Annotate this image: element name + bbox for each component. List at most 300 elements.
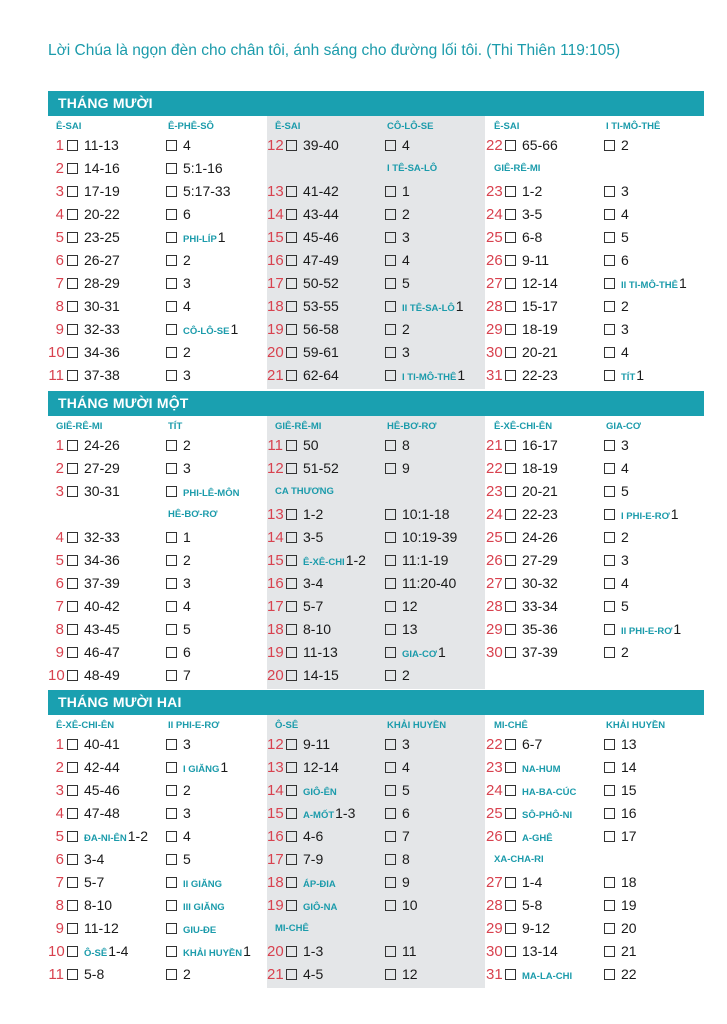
reading-entry xyxy=(385,733,485,756)
checkbox[interactable] xyxy=(166,232,177,243)
checkbox[interactable] xyxy=(604,463,615,474)
checkbox[interactable] xyxy=(604,969,615,980)
checkbox[interactable] xyxy=(604,532,615,543)
checkbox[interactable] xyxy=(505,370,516,381)
checkbox[interactable] xyxy=(286,463,297,474)
chapter-range: 3 xyxy=(621,552,629,568)
reading-entry xyxy=(267,618,379,641)
checkbox[interactable] xyxy=(385,969,396,980)
checkbox[interactable] xyxy=(505,440,516,451)
reading-entry xyxy=(166,272,266,295)
checkbox[interactable] xyxy=(286,255,297,266)
reading-entry xyxy=(267,318,379,341)
chapter-range: 11:1-19 xyxy=(402,552,449,568)
day-number: 9 xyxy=(55,321,64,338)
checkbox[interactable] xyxy=(166,739,177,750)
checkbox[interactable] xyxy=(505,624,516,635)
checkbox[interactable] xyxy=(505,946,516,957)
checkbox[interactable] xyxy=(604,739,615,750)
reading-entry xyxy=(385,802,485,825)
chapter-range: 4 xyxy=(621,575,629,591)
checkbox[interactable] xyxy=(505,278,516,289)
checkbox[interactable] xyxy=(604,900,615,911)
checkbox[interactable] xyxy=(67,877,78,888)
checkbox[interactable] xyxy=(604,370,615,381)
checkbox[interactable] xyxy=(67,670,78,681)
chapter-range: 1-3 xyxy=(303,943,324,959)
checkbox[interactable] xyxy=(385,324,396,335)
reading-entry xyxy=(604,434,704,457)
chapter-range: 24-26 xyxy=(84,437,120,453)
checkbox[interactable] xyxy=(166,624,177,635)
checkbox[interactable] xyxy=(67,370,78,381)
checkbox[interactable] xyxy=(286,578,297,589)
checkbox[interactable] xyxy=(385,370,396,381)
checkbox[interactable] xyxy=(505,578,516,589)
checkbox[interactable] xyxy=(67,347,78,358)
chapter-range: 5 xyxy=(183,621,191,637)
checkbox[interactable] xyxy=(166,186,177,197)
checkbox[interactable] xyxy=(604,301,615,312)
checkbox[interactable] xyxy=(166,900,177,911)
reading-entry xyxy=(267,848,379,871)
checkbox[interactable] xyxy=(67,209,78,220)
checkbox[interactable] xyxy=(604,186,615,197)
checkbox[interactable] xyxy=(604,140,615,151)
checkbox[interactable] xyxy=(67,578,78,589)
reading-entry xyxy=(385,779,485,802)
checkbox[interactable] xyxy=(67,232,78,243)
checkbox[interactable] xyxy=(166,486,177,497)
checkbox[interactable] xyxy=(166,347,177,358)
checkbox[interactable] xyxy=(385,647,396,658)
checkbox[interactable] xyxy=(166,647,177,658)
day-number: 20 xyxy=(267,667,284,684)
reading-entry xyxy=(166,457,266,480)
chapter-range: 1 xyxy=(230,321,239,337)
checkbox[interactable] xyxy=(286,555,297,566)
checkbox[interactable] xyxy=(67,140,78,151)
checkbox[interactable] xyxy=(67,555,78,566)
checkbox[interactable] xyxy=(604,808,615,819)
reading-entry xyxy=(385,180,485,203)
reading-entry xyxy=(48,203,160,226)
chapter-range: 12-14 xyxy=(522,275,558,291)
checkbox[interactable] xyxy=(505,969,516,980)
checkbox[interactable] xyxy=(166,578,177,589)
checkbox[interactable] xyxy=(286,324,297,335)
reading-entry xyxy=(486,341,598,364)
day-number: 10 xyxy=(48,667,65,684)
checkbox[interactable] xyxy=(505,877,516,888)
checkbox[interactable] xyxy=(385,209,396,220)
reading-entry xyxy=(385,226,485,249)
checkbox[interactable] xyxy=(67,601,78,612)
checkbox[interactable] xyxy=(67,946,78,957)
day-number: 9 xyxy=(55,644,64,661)
reading-entry xyxy=(486,503,598,526)
reading-entry xyxy=(385,549,485,572)
checkbox[interactable] xyxy=(67,163,78,174)
reading-entry xyxy=(486,180,598,203)
checkbox[interactable] xyxy=(385,463,396,474)
checkbox[interactable] xyxy=(166,555,177,566)
checkbox[interactable] xyxy=(505,785,516,796)
checkbox[interactable] xyxy=(385,900,396,911)
checkbox[interactable] xyxy=(505,831,516,842)
checkbox[interactable] xyxy=(505,232,516,243)
checkbox[interactable] xyxy=(385,278,396,289)
checkbox[interactable] xyxy=(286,785,297,796)
chapter-range: 1 xyxy=(243,943,251,959)
checkbox[interactable] xyxy=(286,532,297,543)
checkbox[interactable] xyxy=(385,854,396,865)
checkbox[interactable] xyxy=(604,877,615,888)
chapter-range: 1 xyxy=(457,367,466,383)
chapter-range: 4 xyxy=(621,344,629,360)
chapter-range: 5 xyxy=(621,598,629,614)
checkbox[interactable] xyxy=(67,301,78,312)
reading-entry xyxy=(166,641,266,664)
checkbox[interactable] xyxy=(286,601,297,612)
checkbox[interactable] xyxy=(604,278,615,289)
reading-entry xyxy=(604,595,704,618)
checkbox[interactable] xyxy=(67,440,78,451)
reading-entry xyxy=(604,549,704,572)
chapter-range: 2 xyxy=(402,206,410,222)
chapter-range: 1-4 xyxy=(522,874,543,890)
checkbox[interactable] xyxy=(67,762,78,773)
checkbox[interactable] xyxy=(286,140,297,151)
day-number: 13 xyxy=(267,183,284,200)
checkbox[interactable] xyxy=(385,624,396,635)
reading-entry xyxy=(267,134,379,157)
checkbox[interactable] xyxy=(505,140,516,151)
checkbox[interactable] xyxy=(604,232,615,243)
chapter-range: 35-36 xyxy=(522,621,558,637)
checkbox[interactable] xyxy=(166,969,177,980)
checkbox[interactable] xyxy=(166,324,177,335)
checkbox[interactable] xyxy=(166,877,177,888)
chapter-range: 3 xyxy=(621,183,629,199)
checkbox[interactable] xyxy=(166,301,177,312)
chapter-range: 20-21 xyxy=(522,483,558,499)
chapter-range: 26-27 xyxy=(84,252,120,268)
day-number: 6 xyxy=(55,252,64,269)
checkbox[interactable] xyxy=(385,186,396,197)
checkbox[interactable] xyxy=(604,486,615,497)
chapter-range: 19 xyxy=(621,897,637,913)
book-heading: Ê-SAI xyxy=(56,121,82,132)
checkbox[interactable] xyxy=(166,140,177,151)
checkbox[interactable] xyxy=(286,209,297,220)
checkbox[interactable] xyxy=(286,877,297,888)
chapter-range: 1 xyxy=(438,644,446,660)
checkbox[interactable] xyxy=(385,670,396,681)
book-name: III GIĂNG xyxy=(183,902,225,913)
checkbox[interactable] xyxy=(604,255,615,266)
day-number: 8 xyxy=(55,897,64,914)
day-number: 29 xyxy=(486,321,503,338)
checkbox[interactable] xyxy=(166,670,177,681)
checkbox[interactable] xyxy=(604,785,615,796)
checkbox[interactable] xyxy=(166,532,177,543)
chapter-range: 42-44 xyxy=(84,759,120,775)
checkbox[interactable] xyxy=(505,601,516,612)
reading-entry xyxy=(486,595,598,618)
chapter-range: 34-36 xyxy=(84,344,120,360)
reading-entry xyxy=(48,272,160,295)
reading-entry xyxy=(48,756,160,779)
checkbox[interactable] xyxy=(604,509,615,520)
checkbox[interactable] xyxy=(385,347,396,358)
checkbox[interactable] xyxy=(67,969,78,980)
checkbox[interactable] xyxy=(385,762,396,773)
day-number: 6 xyxy=(55,575,64,592)
checkbox[interactable] xyxy=(286,854,297,865)
checkbox[interactable] xyxy=(604,762,615,773)
chapter-range: 20 xyxy=(621,920,637,936)
book-heading: HÊ-BƠ-RƠ xyxy=(168,509,218,520)
checkbox[interactable] xyxy=(505,186,516,197)
checkbox[interactable] xyxy=(67,278,78,289)
checkbox[interactable] xyxy=(67,854,78,865)
day-number: 11 xyxy=(48,966,64,983)
checkbox[interactable] xyxy=(505,347,516,358)
checkbox[interactable] xyxy=(505,532,516,543)
reading-entry xyxy=(604,802,704,825)
checkbox[interactable] xyxy=(505,923,516,934)
checkbox[interactable] xyxy=(166,808,177,819)
book-heading: KHẢI HUYỀN xyxy=(387,720,447,731)
checkbox[interactable] xyxy=(286,301,297,312)
reading-entry xyxy=(166,203,266,226)
checkbox[interactable] xyxy=(166,278,177,289)
book-heading: Ô-SÊ xyxy=(275,720,299,731)
checkbox[interactable] xyxy=(286,347,297,358)
reading-entry xyxy=(48,295,160,318)
checkbox[interactable] xyxy=(166,255,177,266)
checkbox[interactable] xyxy=(166,163,177,174)
reading-entry xyxy=(166,480,266,503)
reading-column xyxy=(267,116,485,389)
chapter-range: 18-19 xyxy=(522,321,558,337)
reading-entry xyxy=(486,480,598,503)
checkbox[interactable] xyxy=(385,140,396,151)
checkbox[interactable] xyxy=(286,232,297,243)
day-number: 31 xyxy=(486,367,503,384)
day-number: 10 xyxy=(48,943,65,960)
checkbox[interactable] xyxy=(166,209,177,220)
checkbox[interactable] xyxy=(166,440,177,451)
checkbox[interactable] xyxy=(67,831,78,842)
checkbox[interactable] xyxy=(505,509,516,520)
checkbox[interactable] xyxy=(385,946,396,957)
checkbox[interactable] xyxy=(286,670,297,681)
day-number: 31 xyxy=(486,966,503,983)
checkbox[interactable] xyxy=(166,601,177,612)
checkbox[interactable] xyxy=(286,808,297,819)
checkbox[interactable] xyxy=(385,877,396,888)
reading-entry xyxy=(486,226,598,249)
checkbox[interactable] xyxy=(385,739,396,750)
checkbox[interactable] xyxy=(604,555,615,566)
checkbox[interactable] xyxy=(286,278,297,289)
reading-entry xyxy=(267,802,379,825)
checkbox[interactable] xyxy=(67,900,78,911)
checkbox[interactable] xyxy=(505,900,516,911)
reading-entry xyxy=(486,457,598,480)
reading-entry xyxy=(48,595,160,618)
day-number: 2 xyxy=(55,460,64,477)
checkbox[interactable] xyxy=(604,923,615,934)
checkbox[interactable] xyxy=(286,762,297,773)
checkbox[interactable] xyxy=(505,324,516,335)
checkbox[interactable] xyxy=(286,900,297,911)
checkbox[interactable] xyxy=(67,647,78,658)
chapter-range: 16-17 xyxy=(522,437,558,453)
chapter-range: 62-64 xyxy=(303,367,339,383)
checkbox[interactable] xyxy=(505,739,516,750)
book-name: II TI-MÔ-THÊ xyxy=(621,280,678,291)
checkbox[interactable] xyxy=(604,601,615,612)
checkbox[interactable] xyxy=(505,301,516,312)
checkbox[interactable] xyxy=(286,624,297,635)
checkbox[interactable] xyxy=(604,647,615,658)
reading-entry xyxy=(267,457,379,480)
checkbox[interactable] xyxy=(67,808,78,819)
chapter-range: 6 xyxy=(402,805,410,821)
checkbox[interactable] xyxy=(166,370,177,381)
checkbox[interactable] xyxy=(166,463,177,474)
checkbox[interactable] xyxy=(67,186,78,197)
checkbox[interactable] xyxy=(385,255,396,266)
checkbox[interactable] xyxy=(385,785,396,796)
checkbox[interactable] xyxy=(385,232,396,243)
checkbox[interactable] xyxy=(166,762,177,773)
checkbox[interactable] xyxy=(286,509,297,520)
checkbox[interactable] xyxy=(67,324,78,335)
checkbox[interactable] xyxy=(505,647,516,658)
chapter-range: 37-39 xyxy=(522,644,558,660)
checkbox[interactable] xyxy=(604,578,615,589)
checkbox[interactable] xyxy=(286,647,297,658)
reading-entry xyxy=(267,203,379,226)
checkbox[interactable] xyxy=(67,255,78,266)
checkbox[interactable] xyxy=(166,854,177,865)
checkbox[interactable] xyxy=(505,209,516,220)
reading-entry xyxy=(267,295,379,318)
checkbox[interactable] xyxy=(385,555,396,566)
day-number: 1 xyxy=(55,137,64,154)
chapter-range: 5-7 xyxy=(84,874,105,890)
checkbox[interactable] xyxy=(286,186,297,197)
checkbox[interactable] xyxy=(286,831,297,842)
checkbox[interactable] xyxy=(505,555,516,566)
checkbox[interactable] xyxy=(67,532,78,543)
reading-entry xyxy=(48,134,160,157)
day-number: 2 xyxy=(55,160,64,177)
reading-entry xyxy=(48,802,160,825)
checkbox[interactable] xyxy=(385,578,396,589)
checkbox[interactable] xyxy=(604,440,615,451)
checkbox[interactable] xyxy=(286,370,297,381)
reading-entry xyxy=(48,480,160,503)
chapter-range: 50 xyxy=(303,437,319,453)
checkbox[interactable] xyxy=(505,255,516,266)
month-december xyxy=(48,690,704,988)
checkbox[interactable] xyxy=(286,739,297,750)
checkbox[interactable] xyxy=(67,624,78,635)
checkbox[interactable] xyxy=(505,808,516,819)
checkbox[interactable] xyxy=(385,808,396,819)
checkbox[interactable] xyxy=(604,347,615,358)
reading-entry xyxy=(267,249,379,272)
reading-entry xyxy=(486,917,598,940)
checkbox[interactable] xyxy=(286,440,297,451)
checkbox[interactable] xyxy=(67,486,78,497)
checkbox[interactable] xyxy=(286,946,297,957)
day-number: 15 xyxy=(267,805,284,822)
checkbox[interactable] xyxy=(166,923,177,934)
book-heading: GIÊ-RÊ-MI xyxy=(275,421,322,432)
reading-entry xyxy=(166,917,266,940)
book-heading: Ê-SAI xyxy=(494,121,520,132)
chapter-range: 1 xyxy=(673,621,682,637)
checkbox[interactable] xyxy=(604,831,615,842)
checkbox[interactable] xyxy=(505,486,516,497)
book-name: HA-BA-CÚC xyxy=(522,787,577,798)
checkbox[interactable] xyxy=(385,601,396,612)
checkbox[interactable] xyxy=(604,209,615,220)
checkbox[interactable] xyxy=(385,532,396,543)
checkbox[interactable] xyxy=(166,831,177,842)
checkbox[interactable] xyxy=(67,785,78,796)
chapter-range: 9-11 xyxy=(303,736,330,752)
reading-entry xyxy=(604,572,704,595)
checkbox[interactable] xyxy=(166,946,177,957)
chapter-range: 3-5 xyxy=(303,529,324,545)
day-number: 7 xyxy=(55,275,64,292)
checkbox[interactable] xyxy=(67,739,78,750)
checkbox[interactable] xyxy=(604,324,615,335)
chapter-range: 1-2 xyxy=(127,828,148,844)
checkbox[interactable] xyxy=(505,463,516,474)
reading-entry xyxy=(267,940,379,963)
checkbox[interactable] xyxy=(604,624,615,635)
checkbox[interactable] xyxy=(385,440,396,451)
checkbox[interactable] xyxy=(385,831,396,842)
checkbox[interactable] xyxy=(286,969,297,980)
chapter-range: 1 xyxy=(220,759,229,775)
day-number: 23 xyxy=(486,183,503,200)
reading-entry xyxy=(486,894,598,917)
checkbox[interactable] xyxy=(385,509,396,520)
chapter-range: 13-14 xyxy=(522,943,558,959)
chapter-range: 20-21 xyxy=(522,344,558,360)
chapter-range: 2 xyxy=(183,344,191,360)
reading-entry xyxy=(385,641,485,664)
chapter-range: 3-5 xyxy=(522,206,543,222)
checkbox[interactable] xyxy=(604,946,615,957)
checkbox[interactable] xyxy=(166,785,177,796)
chapter-range: 1-4 xyxy=(108,943,129,959)
checkbox[interactable] xyxy=(385,301,396,312)
checkbox[interactable] xyxy=(67,463,78,474)
checkbox[interactable] xyxy=(505,762,516,773)
chapter-range: 3 xyxy=(183,805,191,821)
checkbox[interactable] xyxy=(67,923,78,934)
